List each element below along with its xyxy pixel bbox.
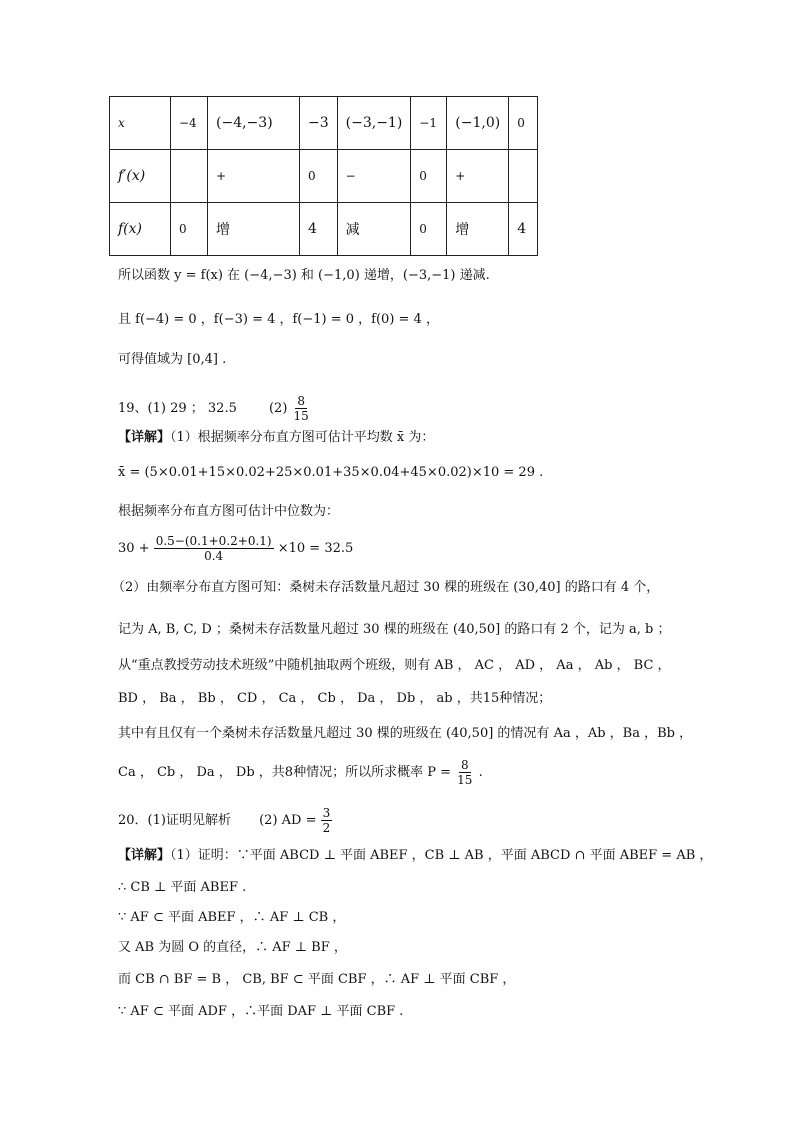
table-cell [171, 150, 208, 203]
detail-label: 【详解】 [118, 430, 171, 445]
probability-suffix: . [478, 765, 483, 780]
table-row [110, 97, 538, 150]
q19-detail-intro [118, 428, 434, 448]
monotonic-statement: 所以函数 y = f(x) 在 (−4,−3) 和 (−1,0) 递增，(−3,−1) 递减. [118, 268, 490, 283]
median-intro: 根据频率分布直方图可估计中位数为： [118, 504, 340, 519]
median-suffix: ×10 = 32.5 [277, 541, 354, 556]
q19-answer-line [118, 394, 311, 423]
fraction-numerator: 3 [322, 806, 331, 820]
median-formula [118, 534, 353, 563]
q19-part2-line1: （2）由频率分布直方图可知：桑树未存活数量凡超过 30 棵的班级在 (30,40] 的路口有 4 个， [112, 580, 660, 595]
table-cell: x [110, 97, 171, 150]
range-statement: 可得值域为 [0,4] . [118, 352, 227, 367]
detail-text: （1）证明：∵平面 ABCD ⊥ 平面 ABEF ，CB ⊥ AB ，平面 ABCD ∩ 平面 ABEF = AB ， [170, 848, 713, 863]
q20-answer-2-label: (2) AD = [259, 813, 317, 828]
sign-table [109, 96, 538, 256]
table-cell: − [337, 150, 411, 203]
q19-part2-line2: 记为 A, B, C, D ；桑树未存活数量凡超过 30 棵的班级在 (40,50] 的路口有 2 个，记为 a, b ； [118, 622, 671, 637]
table-cell: −3 [300, 97, 338, 150]
table-cell: 4 [509, 203, 538, 256]
mean-formula: x̄ = (5×0.01+15×0.02+25×0.01+35×0.04+45×0.02)×10 = 29 . [118, 465, 544, 480]
q19-answer-2-label: (2) [268, 401, 288, 416]
table-cell: 0 [411, 150, 447, 203]
table-cell: 0 [300, 150, 338, 203]
q19-part2-line6 [118, 758, 483, 787]
q20-detail-line1 [118, 846, 712, 866]
fraction-denominator: 0.4 [204, 549, 224, 563]
table-cell: (−1,0) [447, 97, 509, 150]
table-cell [509, 150, 538, 203]
fraction-numerator: 8 [460, 758, 469, 772]
median-fraction [154, 534, 274, 563]
function-values: 且 f(−4) = 0 ，f(−3) = 4 ，f(−1) = 0 ，f(0) = 4 ， [118, 312, 439, 327]
table-cell: −4 [171, 97, 208, 150]
q20-detail-line3: ∵ AF ⊂ 平面 ABEF ，∴ AF ⊥ CB ， [118, 910, 346, 925]
q20-detail-line5: 而 CB ∩ BF = B ， CB, BF ⊂ 平面 CBF ，∴ AF ⊥ 平面 CBF ， [118, 972, 516, 987]
fraction-numerator: 8 [297, 394, 305, 408]
table-cell: −1 [411, 97, 447, 150]
table-cell: (−4,−3) [208, 97, 300, 150]
table-cell: 增 [208, 203, 300, 256]
q20-answer-1: 20．(1)证明见解析 [118, 813, 231, 828]
q20-detail-line2: ∴ CB ⊥ 平面 ABEF . [118, 880, 247, 895]
detail-label: 【详解】 [118, 848, 171, 863]
fraction-numerator: 0.5−(0.1+0.2+0.1) [155, 534, 272, 548]
q19-answer-1: 19、(1) 29 ； 32.5 [118, 401, 237, 416]
table-cell: f′(x) [110, 150, 171, 203]
table-cell: f(x) [110, 203, 171, 256]
q20-detail-line4: 又 AB 为圆 O 的直径，∴ AF ⊥ BF ， [118, 940, 347, 955]
table-cell: 减 [337, 203, 411, 256]
q19-part2-line4: BD ， Ba ， Bb ， CD ， Ca ， Cb ， Da ， Db ， ab ，共15种情况； [118, 691, 552, 706]
q19-answer-2-fraction [292, 394, 311, 423]
table-cell: 0 [411, 203, 447, 256]
probability-prefix: Ca ， Cb ， Da ， Db ，共8种情况；所以所求概率 P = [118, 765, 451, 780]
table-cell: 增 [447, 203, 509, 256]
table-row [110, 203, 538, 256]
table-cell: (−3,−1) [337, 97, 411, 150]
q20-answer-2-fraction [321, 806, 333, 835]
table-cell: 0 [171, 203, 208, 256]
table-cell: + [447, 150, 509, 203]
detail-text: （1）根据频率分布直方图可估计平均数 x̄ 为： [170, 430, 435, 445]
q20-answer-line [118, 806, 332, 835]
fraction-denominator: 15 [457, 773, 473, 787]
probability-fraction [455, 758, 474, 787]
table-cell: 4 [300, 203, 338, 256]
table-cell: + [208, 150, 300, 203]
fraction-denominator: 15 [293, 409, 309, 423]
q19-part2-line5: 其中有且仅有一个桑树未存活数量凡超过 30 棵的班级在 (40,50] 的情况有 Aa ，Ab ，Ba ，Bb ， [118, 726, 693, 741]
table-cell: 0 [509, 97, 538, 150]
median-prefix: 30 + [118, 541, 150, 556]
fraction-denominator: 2 [322, 821, 331, 835]
q19-part2-line3: 从“重点教授劳动技术班级”中随机抽取两个班级，则有 AB ， AC ， AD ， Aa ， Ab ， BC ， [118, 658, 671, 673]
q20-detail-line6: ∵ AF ⊂ 平面 ADF ，∴平面 DAF ⊥ 平面 CBF . [118, 1004, 404, 1019]
table-row [110, 150, 538, 203]
